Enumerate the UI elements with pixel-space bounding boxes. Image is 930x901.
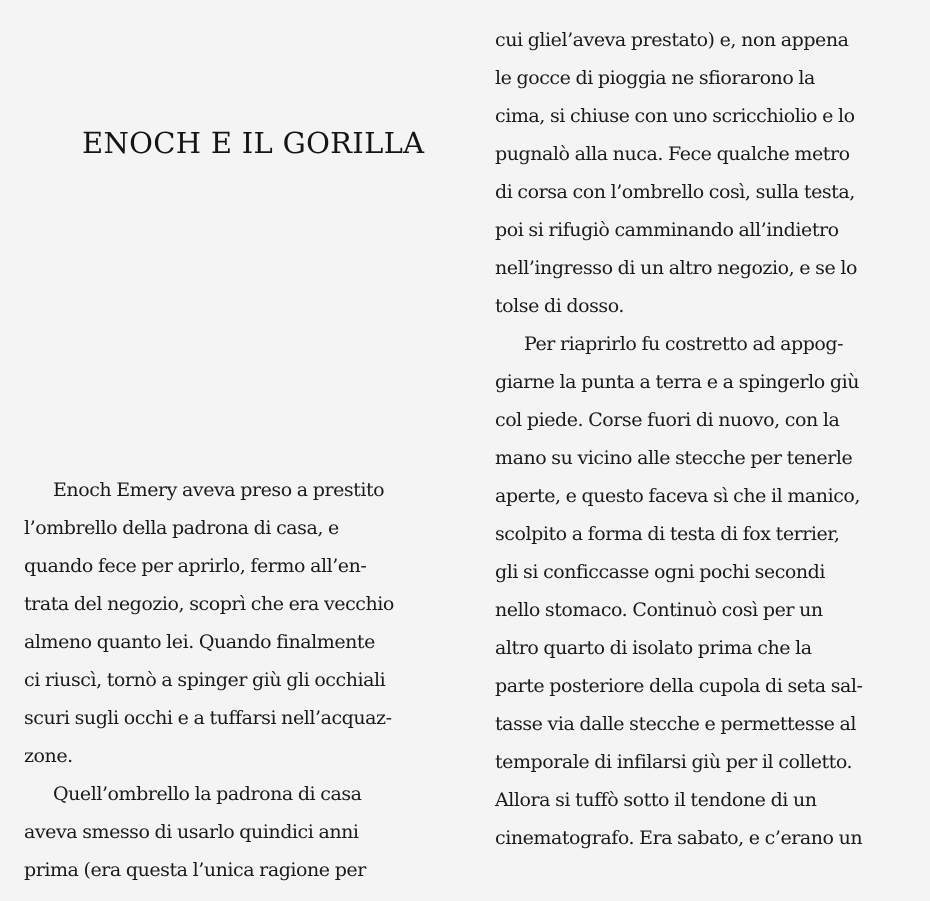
text-line: temporale di infilarsi giù per il colletto.	[495, 751, 853, 773]
text-line: altro quarto di isolato prima che la	[495, 637, 812, 659]
text-line: scolpito a forma di testa di fox terrier,	[495, 523, 840, 545]
right-body-text	[495, 21, 863, 857]
text-line: zone.	[24, 745, 73, 767]
text-line: trata del negozio, scoprì che era vecchio	[24, 593, 394, 615]
text-line: Per riaprirlo fu costretto ad appog-	[524, 333, 844, 355]
text-line: di corsa con l’ombrello così, sulla testa,	[495, 181, 855, 203]
left-body-text	[24, 471, 394, 889]
text-line: l’ombrello della padrona di casa, e	[24, 517, 339, 539]
text-line: aperte, e questo faceva sì che il manico,	[495, 485, 860, 507]
text-line: Allora si tuffò sotto il tendone di un	[495, 789, 817, 811]
text-line: cima, si chiuse con uno scricchiolio e lo	[495, 105, 855, 127]
text-line: poi si rifugiò camminando all’indietro	[495, 219, 839, 241]
text-line: prima (era questa l’unica ragione per	[24, 859, 366, 881]
text-line: giarne la punta a terra e a spingerlo giù	[495, 371, 859, 393]
text-line: aveva smesso di usarlo quindici anni	[24, 821, 359, 843]
chapter-title: ENOCH E IL GORILLA	[82, 126, 425, 160]
text-line: mano su vicino alle stecche per tenerle	[495, 447, 853, 469]
text-line: quando fece per aprirlo, fermo all’en-	[24, 555, 367, 577]
text-line: nello stomaco. Continuò così per un	[495, 599, 823, 621]
text-line: pugnalò alla nuca. Fece qualche metro	[495, 143, 850, 165]
text-line: cinematografo. Era sabato, e c’erano un	[495, 827, 863, 849]
text-line: almeno quanto lei. Quando finalmente	[24, 631, 375, 653]
text-line: Enoch Emery aveva preso a prestito	[53, 479, 385, 501]
text-line: Quell’ombrello la padrona di casa	[53, 783, 362, 805]
text-line: parte posteriore della cupola di seta sal-	[495, 675, 863, 697]
text-line: le gocce di pioggia ne sfiorarono la	[495, 67, 815, 89]
text-line: scuri sugli occhi e a tuffarsi nell’acquaz-	[24, 707, 392, 729]
text-line: tolse di dosso.	[495, 295, 624, 317]
text-line: ci riuscì, tornò a spinger giù gli occhiali	[24, 669, 386, 691]
text-line: gli si conficcasse ogni pochi secondi	[495, 561, 825, 583]
text-line: tasse via dalle stecche e permettesse al	[495, 713, 857, 735]
text-line: col piede. Corse fuori di nuovo, con la	[495, 409, 840, 431]
text-line: cui gliel’aveva prestato) e, non appena	[495, 29, 849, 51]
text-line: nell’ingresso di un altro negozio, e se lo	[495, 257, 857, 279]
